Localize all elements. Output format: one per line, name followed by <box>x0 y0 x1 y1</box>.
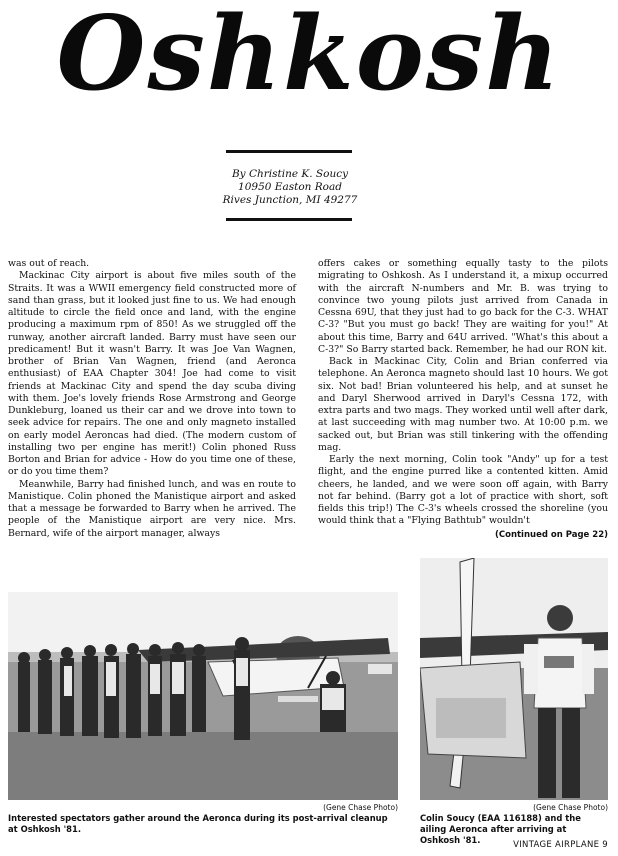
author: By Christine K. Soucy <box>231 168 349 180</box>
address-line-1: 10950 Easton Road <box>238 181 342 193</box>
paragraph: Back in Mackinac City, Colin and Brian conferred via telephone. An Aeronca magneto should last 10 hours. We got six. Not bad! Brian volunteered his help, and at sunset he and Daryl Sherwood arrived in Daryl's Cessna 172, with extra parts and two mags. They worked until well after dark, at last succeeding with mag number two. At 10:00 p.m. we sacked out, but Brian was still tinkering with the offending mag. <box>318 356 608 453</box>
page-title: Oshkosh <box>56 0 562 114</box>
paragraph: offers cakes or something equally tasty to the pilots migrating to Oshkosh. As I understand it, a mixup occurred with the aircraft N-numbers and Mr. B. was trying to convince two young pilots just arrived from Canada in Cessna 69U, that they just had to go back for the C-3. WHAT C-3? "But you must go back! They are waiting for you!" At about this time, Barry and 64U arrived. "What's this about a C-3?" So Barry started back. Remember, he had our RON kit. <box>318 258 608 355</box>
address-line-2: Rives Junction, MI 49277 <box>222 194 358 206</box>
photo-illustration <box>420 558 608 800</box>
paragraph: Early the next morning, Colin took "Andy" up for a test flight, and the engine purred like a contented kitten. Amid cheers, he landed, and we were soon off again, with Barry not far behind. (Barry got a lot of practice with short, soft fields this trip!) The C-3's wheels crossed the shoreline (you would think that a "Flying Bathtub" wouldn't <box>318 454 608 527</box>
byline <box>170 168 410 207</box>
bottom-rule <box>226 218 352 221</box>
photo-caption-left: Interested spectators gather around the Aeronca during its post-arrival cleanup at Oshkosh '81. <box>8 813 388 834</box>
article-right-column <box>318 258 608 541</box>
continued-note: (Continued on Page 22) <box>494 529 608 540</box>
page-footer: VINTAGE AIRPLANE 9 <box>513 840 608 850</box>
photo-illustration <box>8 592 398 800</box>
top-rule <box>226 150 352 153</box>
article-left-column <box>8 258 296 540</box>
paragraph: Mackinac City airport is about five miles south of the Straits. It was a WWII emergency field constructed more of sand than grass, but it looked just fine to us. We had enough altitude to circle the field once and land, with the engine producing a maximum rpm of 850! As we struggled off the runway, another aircraft landed. Barry must have seen our predicament! But it wasn't Barry. It was Joe Van Wagnen, brother of Brian Van Wagnen, friend (and Aeronca enthusiast) of EAA Chapter 304! Joe had come to visit friends at Mackinac City and spend the day scuba diving with them. Joe's lovely friends Rose Armstrong and George Dunkleburg, loaned us their car and we drove into town to seek advice for repairs. The one and only magneto installed on early model Aeroncas had died. (The modern custom of installing two per engine has merit!) Colin phoned Russ Borton and Brian for advice - How do you time one of these, or do you time them? <box>8 270 296 478</box>
paragraph: was out of reach. <box>8 258 90 269</box>
paragraph: Meanwhile, Barry had finished lunch, and was en route to Manistique. Colin phoned the Manistique airport and asked that a message be forwarded to Barry when he arrived. The people of the Manistique airport are very nice. Mrs. Bernard, wife of the airport manager, always <box>8 478 296 539</box>
photo-credit-left: (Gene Chase Photo) <box>323 803 398 812</box>
photo-caption-right: Colin Soucy (EAA 116188) and the ailing Aeronca after arriving at Oshkosh '81. <box>420 813 581 845</box>
spectators-photo <box>8 592 398 800</box>
photo-credit-right: (Gene Chase Photo) <box>533 803 608 812</box>
colin-soucy-photo <box>420 558 608 800</box>
